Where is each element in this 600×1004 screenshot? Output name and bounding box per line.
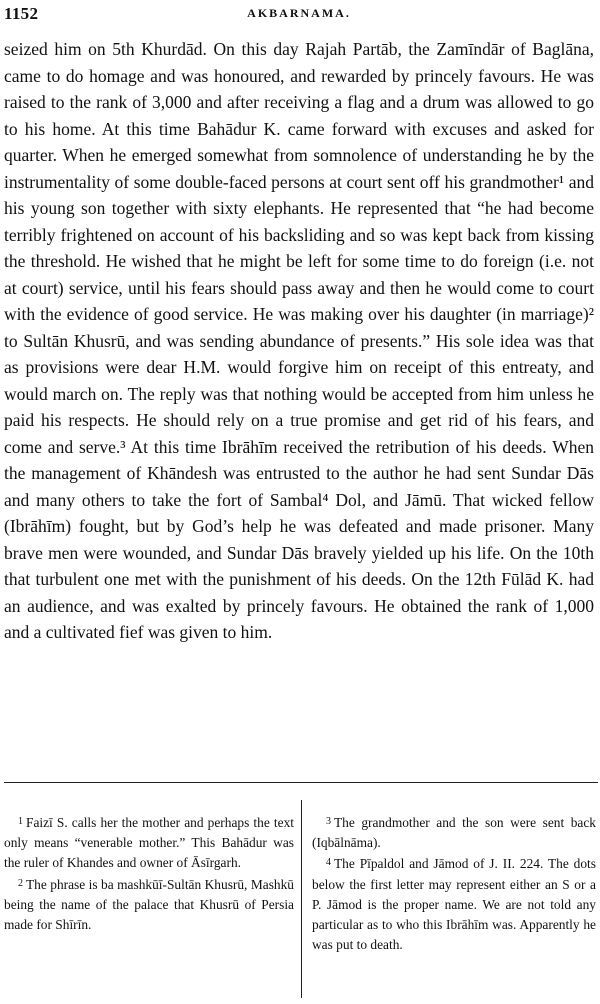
footnote-marker: 2 — [18, 877, 23, 889]
footnote-marker: 3 — [326, 816, 331, 827]
footnote-marker: 4 — [326, 857, 331, 869]
body-paragraph: seized him on 5th Khurdād. On this day Rajah Partāb, the Zamīndār of Baglāna, came to do homage and was honoured, and rewarded by princely favours. He was raised to the rank of 3,000 and after receiving a flag and a drum was allowed to go to his home. At this time Bahādur K. came forward with excuses and asked for quarter. When he emerged somewhat from somnolence of understanding he by the instrumentality of some double-faced persons at court sent off his grandmother¹ and his young son together with sixty elephants. He represented that “he had become terribly frightened on account of his backsliding and so was kept back from kissing the threshold. He wished that he might be left for some time to do foreign (i.e. not at court) service, until his fears should pass away and then he would come to court with the evidence of good service. He was making over his daughter (in marriage)² to Sultān Khusrū, and was sending abundance of presents.” His sole idea was that as provisions were dear H.M. would forgive him on receipt of this entreaty, and would march on. The reply was that nothing would be accepted from him unless he paid his respects. He should rely on a true promise and get rid of his fears, and come and serve.³ At this time Ibrāhīm received the retribution of his deeds. When the management of Khāndesh was entrusted to the author he had sent Sundar Dās and many others to take the fort of Sambal⁴ Dol, and Jāmū. That wicked fellow (Ibrāhīm) fought, but by God’s help he was defeated and made prisoner. Many brave men were wounded, and Sundar Dās bravely yielded up his life. On the 10th that turbulent one met with the punishment of his deeds. On the 12th Fūlād K. had an audience, and was exalted by princely favours. He obtained the rank of 1,000 and a cultivated fief was given to him. — [4, 39, 594, 642]
footnote-4 — [312, 853, 596, 955]
footnote-text: The phrase is ba mashkūī-Sultān Khusrū, Mashkū being the name of the palace that Khusrū of Persia made for Shīrīn. — [4, 876, 294, 933]
footnote-separator-rule — [4, 782, 598, 783]
running-title: AKBARNAMA. — [247, 6, 351, 20]
page-header — [4, 4, 594, 26]
footnote-text: Faizī S. calls her the mother and perhaps the text only means “venerable mother.” This Bahādur was the ruler of Khandes and owner of Āsīrgarh. — [4, 815, 294, 871]
footnotes-left-column — [4, 812, 294, 935]
footnote-3 — [312, 812, 596, 853]
footnote-1 — [4, 812, 294, 874]
page-number: 1152 — [4, 4, 39, 23]
footnote-2 — [4, 874, 294, 936]
footnote-text: The Pīpaldol and Jāmod of J. II. 224. The dots below the first letter may represent either an S or a P. Jāmod is the proper name. We are not told any particular as to who this Ibrāhīm was. Apparently he was put to death. — [312, 856, 596, 953]
footnote-column-divider — [301, 800, 302, 998]
footnote-text: The grandmother and the son were sent back (Iqbālnāma). — [312, 815, 596, 851]
footnotes-right-column — [312, 812, 596, 955]
footnote-marker: 1 — [18, 816, 23, 827]
